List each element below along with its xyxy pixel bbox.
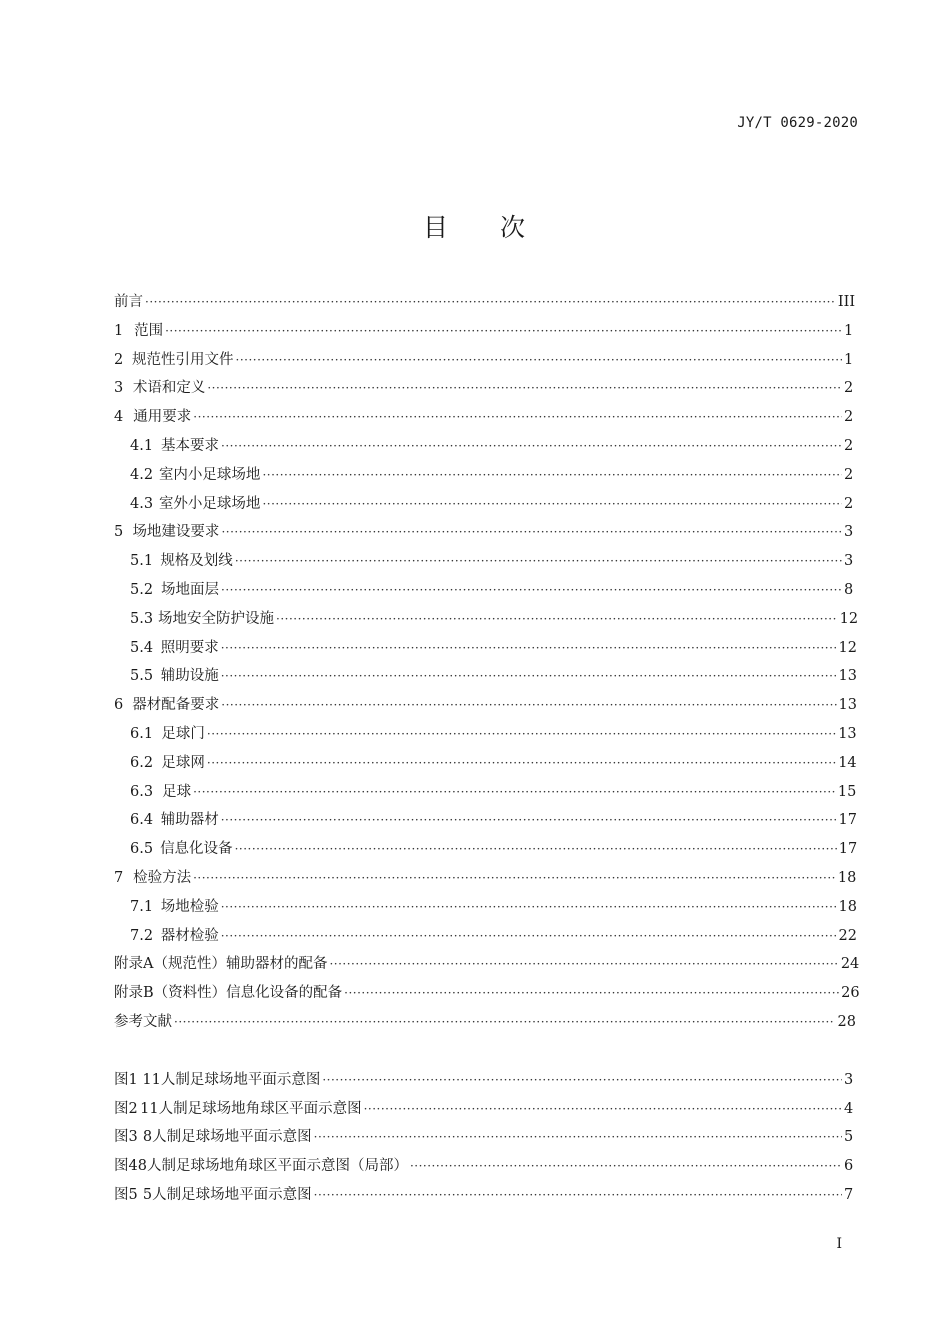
dot-leader (364, 1095, 842, 1124)
entry-page-number: 2 (844, 466, 854, 483)
dot-leader (221, 432, 842, 461)
toc-entry[interactable] (114, 317, 852, 346)
entry-number: 5.3 (130, 610, 154, 627)
figure-entry[interactable] (114, 1181, 852, 1210)
figure-list (114, 1066, 852, 1210)
entry-number: 7.2 (130, 927, 154, 944)
entry-page-number: 26 (841, 985, 860, 1002)
entry-label: 信息化设备 (160, 841, 233, 858)
entry-page-number: 1 (844, 351, 854, 368)
entry-page-number: 2 (844, 437, 854, 454)
entry-label: 范围 (134, 322, 164, 339)
entry-number: 5.2 (130, 581, 154, 598)
entry-number: 7.1 (130, 898, 154, 915)
dot-leader (410, 1152, 842, 1181)
standard-code: JY/T 0629-2020 (737, 115, 858, 131)
toc-entry[interactable] (114, 490, 852, 519)
entry-label: 前言 (114, 294, 143, 310)
entry-label: 基本要求 (161, 437, 219, 454)
entry-number: 附录B（资料性） (114, 985, 227, 1002)
entry-label: 足球网 (161, 754, 205, 771)
entry-label: 足球 (162, 783, 192, 800)
entry-page-number: 3 (844, 524, 854, 541)
toc-entry[interactable] (114, 605, 859, 634)
toc-entry[interactable] (114, 576, 852, 605)
entry-label: 照明要求 (160, 639, 219, 656)
toc-entry[interactable] (114, 720, 857, 749)
entry-page-number: 5 (844, 1129, 854, 1146)
entry-label: 场地面层 (161, 581, 219, 598)
entry-page-number: 15 (837, 783, 857, 800)
entry-page-number: III (837, 294, 856, 310)
dot-leader (314, 1123, 842, 1152)
entry-number: 图2 (114, 1100, 138, 1117)
toc-entry[interactable] (114, 749, 857, 778)
toc-entry[interactable] (114, 374, 852, 403)
entry-label: 规范性引用文件 (132, 351, 234, 368)
entry-page-number: 6 (844, 1158, 854, 1175)
toc-entry[interactable] (114, 691, 857, 720)
entry-label: 8人制足球场地角球区平面示意图（局部） (137, 1158, 408, 1175)
figure-entry[interactable] (114, 1066, 852, 1095)
entry-number: 图4 (114, 1158, 138, 1175)
toc-entry[interactable] (114, 634, 857, 663)
entry-number: 1 (114, 322, 124, 339)
entry-page-number: 8 (844, 581, 854, 598)
entry-number: 4.3 (130, 495, 154, 512)
dot-leader (193, 403, 842, 432)
dot-leader (193, 778, 836, 807)
dot-leader (207, 374, 842, 403)
entry-page-number: 3 (844, 553, 854, 570)
dot-leader (221, 662, 837, 691)
toc-entry[interactable] (114, 547, 852, 576)
toc-entry[interactable] (114, 806, 857, 835)
entry-label: 检验方法 (133, 869, 192, 886)
entry-number: 4 (114, 409, 124, 426)
dot-leader (207, 749, 836, 778)
dot-leader (221, 806, 837, 835)
toc-title (0, 208, 950, 244)
toc-entry[interactable] (114, 893, 857, 922)
dot-leader (276, 605, 838, 634)
entry-number: 图3 (114, 1129, 138, 1146)
toc-entry[interactable] (114, 835, 858, 864)
dot-leader (145, 288, 836, 317)
toc-entries (114, 288, 860, 1037)
toc-title-right: 次 (500, 213, 528, 242)
toc-entry[interactable] (114, 461, 852, 490)
entry-label: 11人制足球场地角球区平面示意图 (140, 1100, 362, 1117)
entry-number: 6.2 (130, 754, 154, 771)
entry-label: 辅助设施 (160, 668, 219, 685)
entry-number: 6 (114, 697, 124, 714)
entry-label: 足球门 (161, 725, 205, 742)
entry-number: 5 (114, 524, 124, 541)
figure-entry[interactable] (114, 1123, 852, 1152)
figure-entry[interactable] (114, 1152, 852, 1181)
entry-number: 图1 (114, 1071, 138, 1088)
entry-number: 4.2 (130, 466, 154, 483)
entry-page-number: 2 (844, 495, 854, 512)
entry-page-number: 4 (844, 1100, 854, 1117)
entry-label: 场地安全防护设施 (158, 610, 275, 627)
toc-entry[interactable] (114, 922, 857, 951)
entry-page-number: 2 (844, 409, 854, 426)
dot-leader (207, 720, 836, 749)
entry-label: 通用要求 (133, 409, 192, 426)
entry-number: 3 (114, 380, 124, 397)
dot-leader (262, 490, 842, 519)
entry-number: 6.4 (130, 812, 154, 829)
entry-label: 8人制足球场地平面示意图 (142, 1129, 312, 1146)
dot-leader (329, 950, 838, 979)
table-of-contents (114, 288, 860, 1210)
dot-leader (221, 576, 842, 605)
entry-page-number: 17 (838, 812, 857, 829)
entry-label: 信息化设备的配备 (226, 985, 343, 1002)
toc-entry[interactable] (114, 288, 856, 317)
entry-page-number: 22 (838, 927, 857, 944)
dot-leader (165, 317, 842, 346)
toc-entry[interactable] (114, 864, 857, 893)
entry-label: 场地检验 (160, 898, 219, 915)
entry-page-number: 7 (844, 1186, 854, 1203)
entry-page-number: 14 (838, 754, 857, 771)
dot-leader (235, 547, 842, 576)
figure-entry[interactable] (114, 1095, 852, 1124)
entry-label: 室外小足球场地 (158, 495, 261, 512)
entry-number: 5.1 (130, 553, 154, 570)
entry-label: 辅助器材 (160, 812, 219, 829)
toc-entry[interactable] (114, 403, 852, 432)
dot-leader (314, 1181, 842, 1210)
dot-leader (221, 634, 837, 663)
toc-entry[interactable] (114, 979, 860, 1008)
toc-entry[interactable] (114, 432, 852, 461)
dot-leader (221, 691, 836, 720)
toc-title-left: 目 (422, 213, 450, 242)
entry-number: 2 (114, 351, 124, 368)
toc-entry[interactable] (114, 950, 860, 979)
entry-page-number: 28 (837, 1013, 856, 1030)
entry-page-number: 12 (839, 610, 859, 627)
entry-label: 术语和定义 (132, 380, 206, 397)
toc-entry[interactable] (114, 778, 857, 807)
entry-number: 6.3 (130, 783, 154, 800)
entry-page-number: 24 (840, 956, 860, 973)
entry-number: 6.5 (130, 841, 154, 858)
entry-page-number: 1 (844, 322, 854, 339)
dot-leader (344, 979, 839, 1008)
entry-label: 器材配备要求 (132, 697, 220, 714)
entry-label: 场地建设要求 (132, 524, 220, 541)
dot-leader (322, 1066, 842, 1095)
dot-leader (236, 346, 842, 375)
entry-page-number: 13 (838, 697, 857, 714)
entry-number: 4.1 (130, 437, 154, 454)
entry-label: 规格及划线 (160, 553, 233, 570)
dot-leader (221, 922, 837, 951)
entry-number: 7 (114, 869, 124, 886)
entry-number: 5.5 (130, 668, 154, 685)
entry-label: 11人制足球场地平面示意图 (142, 1071, 321, 1088)
entry-number: 附录A（规范性） (114, 956, 226, 973)
entry-page-number: 13 (838, 725, 857, 742)
dot-leader (221, 893, 837, 922)
entry-page-number: 2 (844, 380, 854, 397)
entry-page-number: 13 (838, 668, 857, 685)
entry-page-number: 17 (838, 841, 858, 858)
entry-number: 6.1 (130, 725, 154, 742)
entry-page-number: 18 (837, 869, 857, 886)
footer-page-number: I (836, 1236, 842, 1252)
toc-entry[interactable] (114, 1008, 856, 1037)
entry-label: 室内小足球场地 (158, 466, 261, 483)
dot-leader (235, 835, 837, 864)
entry-page-number: 3 (844, 1071, 854, 1088)
dot-leader (221, 518, 842, 547)
entry-label: 器材检验 (160, 927, 219, 944)
toc-entry[interactable] (114, 662, 857, 691)
dot-leader (193, 864, 836, 893)
entry-page-number: 12 (838, 639, 857, 656)
entry-label: 5人制足球场地平面示意图 (142, 1186, 312, 1203)
toc-entry[interactable] (114, 346, 852, 375)
dot-leader (262, 461, 842, 490)
dot-leader (174, 1008, 835, 1037)
entry-label: 辅助器材的配备 (225, 956, 328, 973)
entry-label: 参考文献 (114, 1013, 172, 1030)
entry-page-number: 18 (838, 898, 857, 915)
entry-number: 5.4 (130, 639, 154, 656)
toc-entry[interactable] (114, 518, 852, 547)
entry-number: 图5 (114, 1186, 138, 1203)
